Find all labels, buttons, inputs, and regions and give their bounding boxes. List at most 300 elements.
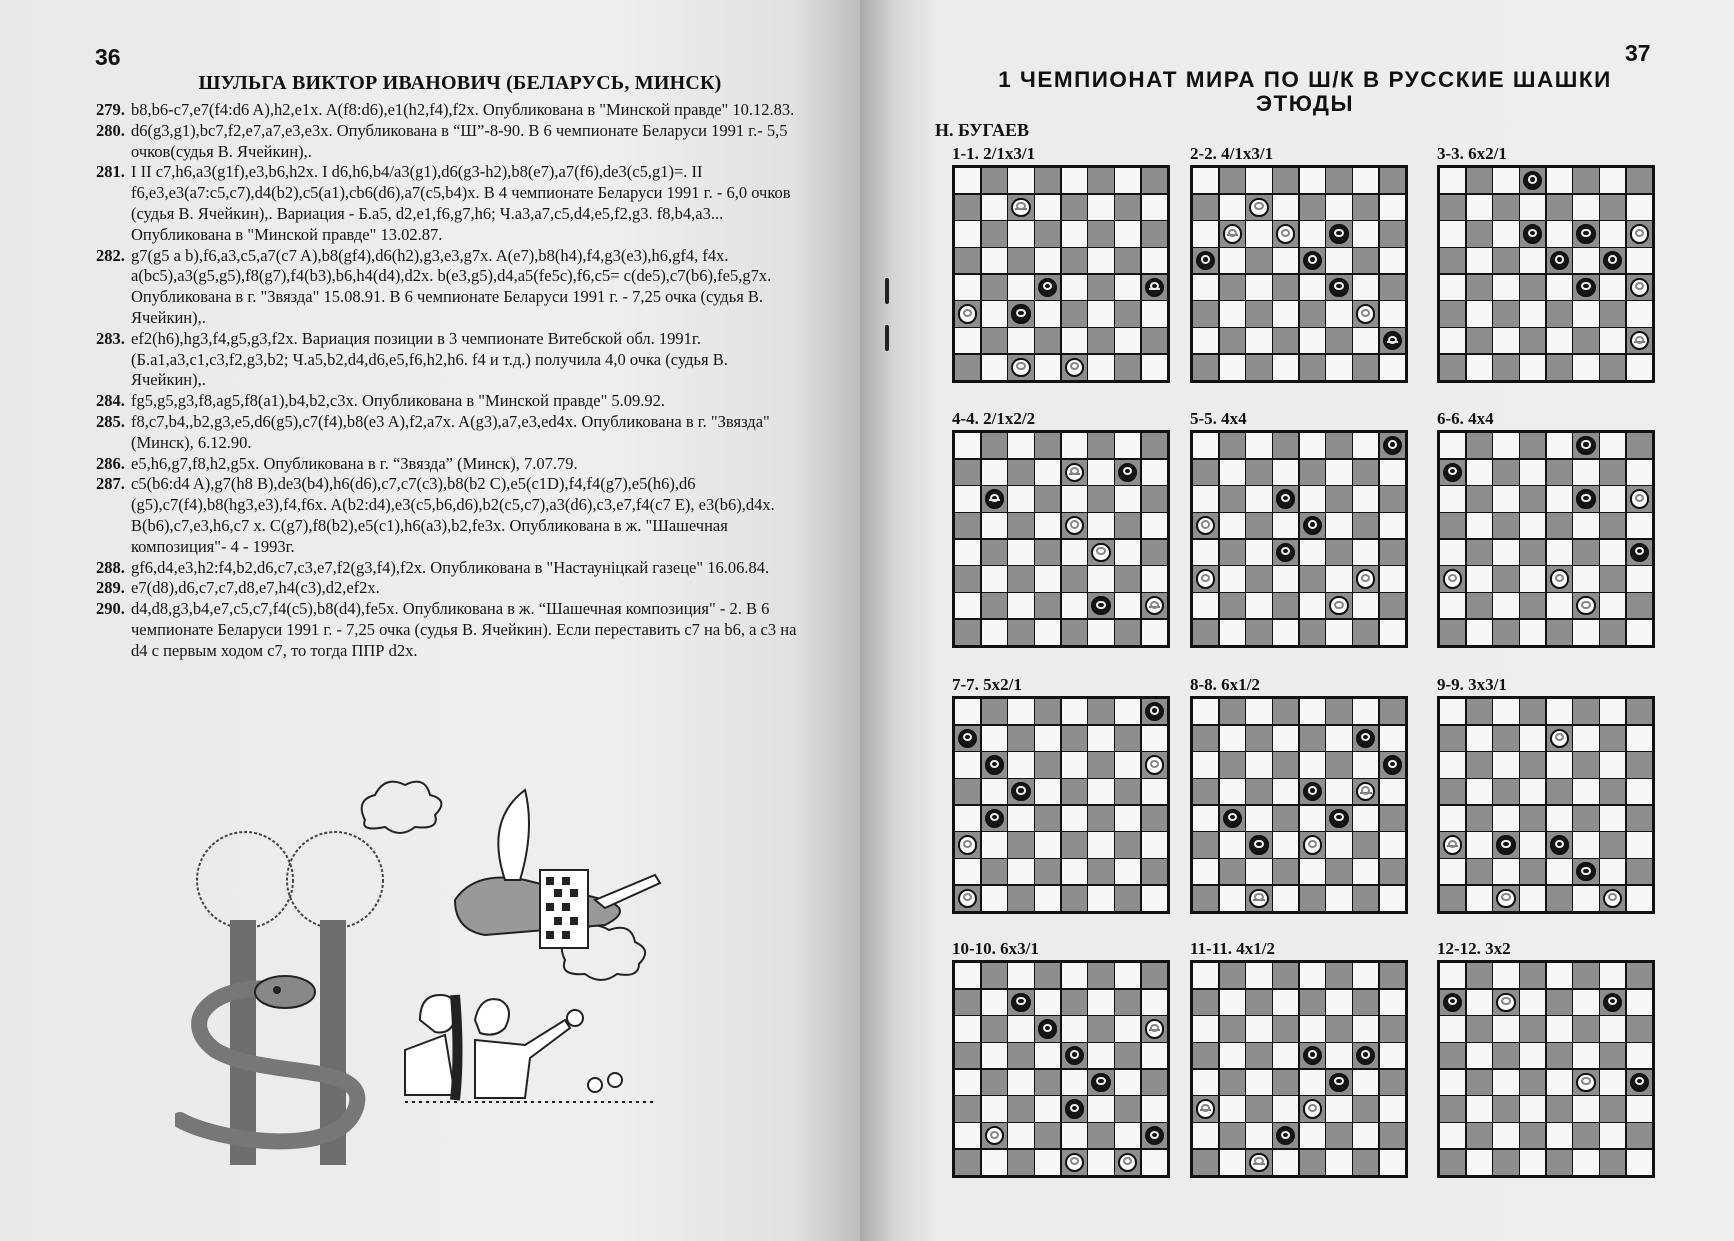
board-square [1493,275,1518,300]
board-square [1493,433,1518,458]
board-square [1088,779,1113,804]
white-checker-icon [1550,569,1569,588]
board-square [1326,566,1351,591]
board-square [1300,275,1325,300]
board-square [1467,699,1492,724]
board-square [1520,355,1545,380]
board-square [955,726,980,751]
board-square [1353,990,1378,1015]
entry-number: 280. [96,120,125,140]
binding-mark [885,278,889,304]
board-square [1273,1150,1298,1175]
board-square [1353,1123,1378,1148]
board-square [1035,1096,1060,1121]
board-square [1627,195,1652,220]
board-square [1547,859,1572,884]
checkerboard [952,430,1170,648]
board-square [1115,779,1140,804]
diagram-label: 4-4. 2/1x2/2 [952,409,1036,428]
board-square [1273,963,1298,988]
board-square [1220,620,1245,645]
board-square [1467,990,1492,1015]
black-king-icon [985,489,1004,508]
black-checker-icon [1576,436,1595,455]
board-square [1115,275,1140,300]
black-checker-icon [1496,835,1515,854]
board-square [1273,355,1298,380]
board-square [1115,806,1140,831]
board-square [1035,433,1060,458]
board-square [1035,221,1060,246]
board-square [1326,963,1351,988]
white-checker-icon [1356,569,1375,588]
board-square [955,486,980,511]
black-checker-icon [1196,251,1215,270]
board-square [1380,221,1405,246]
board-square [1467,275,1492,300]
board-square [1493,540,1518,565]
board-square [1353,195,1378,220]
board-square [1440,195,1465,220]
board-square [1467,1096,1492,1121]
board-square [955,1150,980,1175]
board-square [1062,859,1087,884]
board-square [1547,540,1572,565]
board-square [1246,195,1271,220]
board-square [1353,806,1378,831]
board-square [1520,726,1545,751]
board-square [1353,1070,1378,1095]
board-square [1493,593,1518,618]
board-square [1035,486,1060,511]
board-square [1115,1123,1140,1148]
board-square [1300,963,1325,988]
white-checker-icon [958,835,977,854]
board-square [1115,1070,1140,1095]
board-square [1300,832,1325,857]
board-square [1035,620,1060,645]
board-square [1520,806,1545,831]
board-square [1627,806,1652,831]
composition-entry [96,578,801,599]
board-square [1008,1043,1033,1068]
entry-number: 289. [96,578,125,598]
board-square [1142,859,1167,884]
board-square [1035,859,1060,884]
board-square [982,699,1007,724]
board-square [1440,1070,1465,1095]
board-square [1467,195,1492,220]
white-checker-icon [1091,543,1110,562]
cartoon-illustration [175,760,735,1170]
board-square [1600,301,1625,326]
board-square [1440,699,1465,724]
board-square [1547,195,1572,220]
board-square [1627,752,1652,777]
board-square [1547,328,1572,353]
board-square [1142,699,1167,724]
board-square [1380,593,1405,618]
board-square [1062,832,1087,857]
board-square [1035,726,1060,751]
board-square [1142,460,1167,485]
board-square [982,620,1007,645]
board-square [1246,328,1271,353]
board-square [955,1016,980,1041]
board-square [1627,248,1652,273]
board-square [1142,886,1167,911]
black-checker-icon [1356,729,1375,748]
board-square [1353,248,1378,273]
board-square [1353,1043,1378,1068]
board-square [1273,886,1298,911]
board-square [1326,1150,1351,1175]
black-checker-icon [1576,862,1595,881]
board-square [1062,806,1087,831]
entry-text: c5(b6:d4 A),g7(h8 B),de3(b4),h6(d6),c7,c7(c3),b8(b2 C),e5(c1D),f4,f4(g7),e5(h6),d6 (g5),c7(f4),b8(hg3,e3),f4,f6x. A(b2:d4),e3(c5,b6,d6),b2(c5,c7),a3(d6),c3,e7,f4(c7 E), e3(b6),d4x. B(b6),c7,e3,h6,c7 x. C(g7),f8(b2),e5(c1),h6(a3),b2,fe3x. Опубликована в ж. "Шашечная композиция"- 4 - 1993г. [131,474,775,556]
entry-number: 279. [96,100,125,119]
board-square [1600,726,1625,751]
board-square [1008,886,1033,911]
black-checker-icon [1356,1046,1375,1065]
board-square [1600,1016,1625,1041]
white-checker-icon [1065,358,1084,377]
board-square [1142,963,1167,988]
black-checker-icon [1038,278,1057,297]
board-square [1493,486,1518,511]
board-square [1547,752,1572,777]
board-square [1600,221,1625,246]
diagram-label: 12-12. 3x2 [1437,939,1511,958]
board-square [1627,460,1652,485]
board-square [955,540,980,565]
black-checker-icon [1038,1019,1057,1038]
black-checker-icon [1303,251,1322,270]
board-square [982,248,1007,273]
diagram-label: 5-5. 4x4 [1190,409,1247,428]
board-square [1062,168,1087,193]
board-square [982,752,1007,777]
board-square [1326,726,1351,751]
board-square [1493,248,1518,273]
board-square [1380,1070,1405,1095]
board-square [1062,540,1087,565]
board-square [1035,1016,1060,1041]
white-checker-icon [1576,596,1595,615]
board-square [1627,963,1652,988]
board-square [1062,1070,1087,1095]
board-square [982,1096,1007,1121]
board-square [1600,275,1625,300]
board-square [1520,433,1545,458]
board-square [1246,540,1271,565]
white-checker-icon [1065,516,1084,535]
board-square [1246,460,1271,485]
board-square [1380,460,1405,485]
board-square [1380,1016,1405,1041]
board-square [1353,486,1378,511]
board-square [1008,328,1033,353]
board-square [1440,806,1465,831]
board-square [1246,433,1271,458]
board-square [955,275,980,300]
board-square [1220,593,1245,618]
board-square [1600,886,1625,911]
board-square [1062,275,1087,300]
board-square [1627,699,1652,724]
board-square [1035,886,1060,911]
board-square [1220,566,1245,591]
white-king-icon [1223,224,1242,243]
board-square [1115,328,1140,353]
board-square [1088,1016,1113,1041]
board-square [1142,990,1167,1015]
board-square [1326,752,1351,777]
board-square [1380,566,1405,591]
board-square [1353,513,1378,538]
board-square [1493,1096,1518,1121]
board-square [1088,275,1113,300]
black-king-icon [1145,278,1164,297]
checkerboard [1437,696,1655,914]
board-square [1440,620,1465,645]
black-checker-icon [1576,224,1595,243]
board-square [1600,699,1625,724]
board-square [1493,963,1518,988]
board-square [1142,1096,1167,1121]
board-square [1035,806,1060,831]
board-square [1115,1096,1140,1121]
board-square [1008,620,1033,645]
board-square [1115,486,1140,511]
board-square [1300,886,1325,911]
board-square [1008,1123,1033,1148]
board-square [1353,779,1378,804]
board-square [1142,486,1167,511]
board-square [1627,433,1652,458]
board-square [955,513,980,538]
board-square [1493,1043,1518,1068]
board-square [1220,433,1245,458]
board-square [982,540,1007,565]
page-number-left: 36 [95,44,121,70]
white-king-icon [1249,889,1268,908]
board-square [1353,1096,1378,1121]
board-square [1193,1016,1218,1041]
board-square [1326,168,1351,193]
board-square [1520,1070,1545,1095]
board-square [1273,248,1298,273]
board-square [1440,1123,1465,1148]
diagram-label: 11-11. 4x1/2 [1190,939,1276,958]
board-square [1600,1043,1625,1068]
board-square [1142,168,1167,193]
board-square [1008,248,1033,273]
board-square [1326,699,1351,724]
board-square [1115,221,1140,246]
board-square [1062,699,1087,724]
board-square [1627,566,1652,591]
board-square [1600,1123,1625,1148]
board-square [1008,513,1033,538]
board-square [1273,540,1298,565]
board-square [1627,593,1652,618]
board-square [1088,726,1113,751]
checkers-diagram [1437,143,1655,383]
board-square [1547,963,1572,988]
board-square [1547,1096,1572,1121]
board-square [1440,460,1465,485]
board-square [1035,513,1060,538]
board-square [1062,566,1087,591]
board-square [1115,699,1140,724]
board-square [1440,355,1465,380]
board-square [982,1150,1007,1175]
board-square [1273,990,1298,1015]
board-square [1115,1016,1140,1041]
board-square [1008,486,1033,511]
board-square [1380,540,1405,565]
board-square [1380,1123,1405,1148]
board-square [1600,752,1625,777]
board-square [1600,460,1625,485]
board-square [1493,620,1518,645]
board-square [1467,752,1492,777]
board-square [1600,779,1625,804]
board-square [1088,699,1113,724]
board-square [1380,1150,1405,1175]
board-square [1600,1096,1625,1121]
board-square [1326,248,1351,273]
board-square [1142,275,1167,300]
black-checker-icon [958,729,977,748]
board-square [1520,540,1545,565]
black-checker-icon [1329,809,1348,828]
board-square [1440,1016,1465,1041]
board-square [982,1123,1007,1148]
board-square [1300,1096,1325,1121]
board-square [1573,699,1598,724]
black-checker-icon [985,809,1004,828]
white-checker-icon [1118,1153,1137,1172]
board-square [1193,275,1218,300]
board-square [1193,221,1218,246]
board-square [1326,540,1351,565]
board-square [1520,168,1545,193]
black-checker-icon [1383,755,1402,774]
board-square [1573,963,1598,988]
black-checker-icon [1303,782,1322,801]
black-checker-icon [1329,278,1348,297]
board-square [1380,486,1405,511]
board-square [1300,513,1325,538]
board-square [1547,990,1572,1015]
board-square [1547,1123,1572,1148]
board-square [1220,990,1245,1015]
white-checker-icon [1603,889,1622,908]
checkers-diagram [1437,938,1655,1178]
black-checker-icon [1603,251,1622,270]
white-checker-icon [1303,1099,1322,1118]
board-square [1300,1150,1325,1175]
board-square [1193,990,1218,1015]
board-square [1326,806,1351,831]
board-square [1115,859,1140,884]
board-square [1440,593,1465,618]
black-checker-icon [1145,702,1164,721]
board-square [1573,221,1598,246]
checkerboard [1437,960,1655,1178]
board-square [1440,433,1465,458]
board-square [1440,859,1465,884]
board-square [955,195,980,220]
board-square [1467,886,1492,911]
board-square [1193,806,1218,831]
diagram-label: 3-3. 6x2/1 [1437,144,1507,163]
checkerboard [1190,430,1408,648]
board-square [1573,248,1598,273]
board-square [1062,886,1087,911]
board-square [1627,301,1652,326]
board-square [1220,355,1245,380]
board-square [1493,779,1518,804]
board-square [1035,275,1060,300]
white-checker-icon [1196,569,1215,588]
board-square [1246,1123,1271,1148]
white-checker-icon [1249,198,1268,217]
board-square [1353,726,1378,751]
board-square [1440,486,1465,511]
board-square [1440,1096,1465,1121]
board-square [1088,540,1113,565]
board-square [1246,806,1271,831]
board-square [1440,886,1465,911]
entry-text: e5,h6,g7,f8,h2,g5x. Опубликована в г. “Звязда” (Минск), 7.07.79. [131,453,578,473]
board-square [1220,1070,1245,1095]
composition-entry [96,391,801,412]
board-square [1035,699,1060,724]
board-square [982,195,1007,220]
board-square [1142,328,1167,353]
board-square [1273,832,1298,857]
board-square [1627,726,1652,751]
board-square [1115,886,1140,911]
black-checker-icon [1303,1046,1322,1065]
board-square [1520,221,1545,246]
white-king-icon [1145,1019,1164,1038]
board-square [1353,540,1378,565]
board-square [1300,355,1325,380]
board-square [1600,620,1625,645]
board-square [1353,168,1378,193]
board-square [1008,433,1033,458]
board-square [1520,301,1545,326]
board-square [1627,275,1652,300]
board-square [1467,1016,1492,1041]
board-square [1547,566,1572,591]
board-square [1273,699,1298,724]
board-square [1573,806,1598,831]
board-square [1142,1070,1167,1095]
black-checker-icon [1091,1073,1110,1092]
board-square [1273,593,1298,618]
board-square [1600,593,1625,618]
checkerboard [1190,696,1408,914]
board-square [1220,859,1245,884]
board-square [1493,1123,1518,1148]
board-square [1600,990,1625,1015]
board-square [1193,963,1218,988]
